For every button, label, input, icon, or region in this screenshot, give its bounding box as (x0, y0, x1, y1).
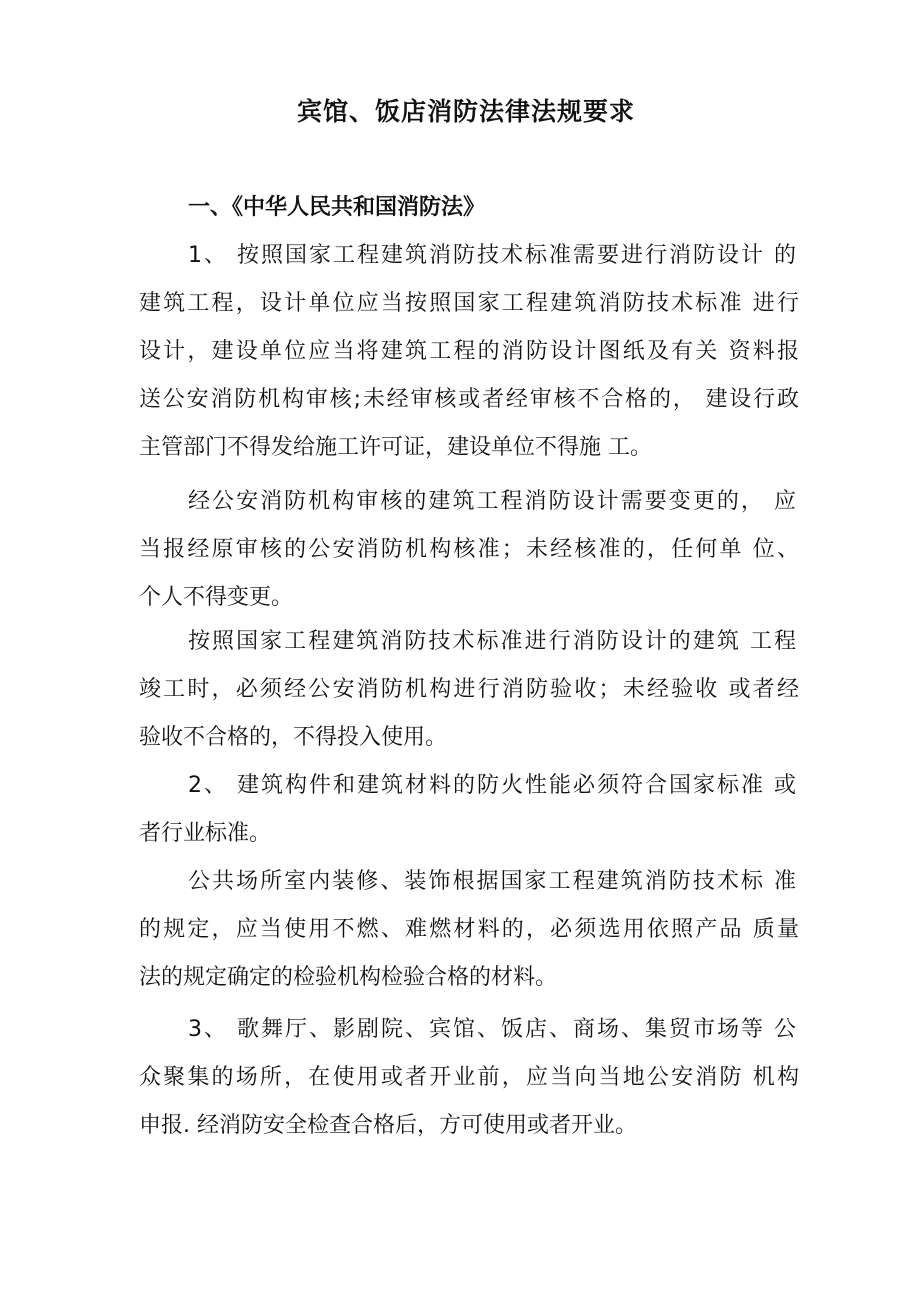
paragraph-5-line-1: 公共场所室内装修、装饰根据国家工程建筑消防技术标 准 (188, 869, 796, 894)
paragraph-1-line-1: 1、 按照国家工程建筑消防技术标准需要进行消防设计 的 (188, 243, 796, 268)
paragraph-2-line-1: 经公安消防机构审核的建筑工程消防设计需要变更的， 应 (188, 489, 796, 514)
paragraph-6-line-1: 3、 歌舞厅、影剧院、宾馆、饭店、商场、集贸市场等 公 (188, 1017, 796, 1042)
paragraph-3-line-3: 验收不合格的，不得投入使用。 (139, 725, 448, 750)
paragraph-1-line-2: 建筑工程，设计单位应当按照国家工程建筑消防技术标准 进行 (139, 291, 799, 316)
document-title: 宾馆、饭店消防法律法规要求 (296, 97, 635, 126)
paragraph-4-line-2: 者行业标准。 (139, 821, 272, 846)
paragraph-6-line-2: 众聚集的场所，在使用或者开业前，应当向当地公安消防 机构 (139, 1065, 799, 1090)
paragraph-3-line-1: 按照国家工程建筑消防技术标准进行消防设计的建筑 工程 (188, 629, 796, 654)
paragraph-1-line-4: 送公安消防机构审核;未经审核或者经审核不合格的， 建设行政 (139, 387, 799, 412)
paragraph-5-line-3: 法的规定确定的检验机构检验合格的材料。 (139, 965, 558, 990)
paragraph-3-line-2: 竣工时，必须经公安消防机构进行消防验收；未经验收 或者经 (139, 677, 799, 702)
paragraph-2-line-3: 个人不得变更。 (139, 585, 294, 610)
section-heading: 一、《中华人民共和国消防法》 (188, 195, 486, 220)
paragraph-4-line-1: 2、 建筑构件和建筑材料的防火性能必须符合国家标准 或 (188, 773, 796, 798)
paragraph-6-line-3: 申报. 经消防安全检查合格后，方可使用或者开业。 (139, 1113, 637, 1138)
paragraph-1-line-3: 设计，建设单位应当将建筑工程的消防设计图纸及有关 资料报 (139, 339, 799, 364)
paragraph-5-line-2: 的规定，应当使用不燃、难燃材料的，必须选用依照产品 质量 (139, 917, 799, 942)
paragraph-1-line-5: 主管部门不得发给施工许可证，建设单位不得施 工。 (139, 435, 652, 460)
paragraph-2-line-2: 当报经原审核的公安消防机构核准；未经核准的，任何单 位、 (139, 537, 799, 562)
